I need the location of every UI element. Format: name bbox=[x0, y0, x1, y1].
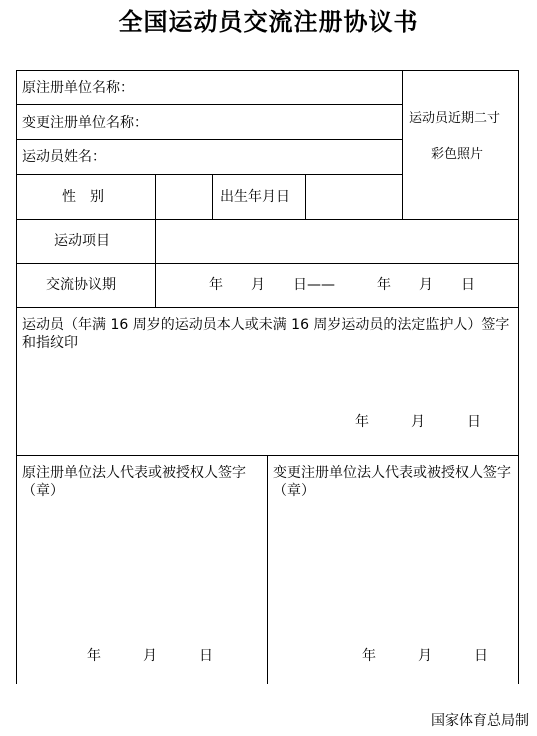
photo-label-line2: 彩色照片 bbox=[431, 147, 484, 162]
row-divider bbox=[16, 219, 519, 220]
original-unit-label: 原注册单位名称： bbox=[22, 80, 134, 96]
document-title: 全国运动员交流注册协议书 bbox=[118, 7, 419, 36]
row-divider bbox=[16, 263, 519, 264]
new-unit-label: 变更注册单位名称： bbox=[22, 115, 148, 131]
signature-divider bbox=[267, 455, 268, 684]
border-right bbox=[518, 70, 519, 684]
new-representative-label: 变更注册单位法人代表或被授权人签字（章） bbox=[273, 465, 511, 499]
athlete-name-label: 运动员姓名： bbox=[22, 149, 106, 165]
border-left bbox=[16, 70, 17, 684]
photo-divider bbox=[402, 70, 403, 219]
border-top bbox=[16, 70, 519, 71]
row-divider bbox=[16, 174, 402, 175]
col-divider bbox=[155, 174, 156, 307]
athlete-signature-date: 年 月 日 bbox=[355, 414, 481, 430]
issuer-footer: 国家体育总局制 bbox=[431, 713, 529, 729]
original-representative-label: 原注册单位法人代表或被授权人签字（章） bbox=[22, 465, 246, 499]
period-label: 交流协议期 bbox=[46, 277, 116, 293]
row-divider bbox=[16, 139, 402, 140]
gender-label: 性 别 bbox=[62, 189, 104, 205]
photo-label-line1: 运动员近期二寸 bbox=[409, 111, 501, 126]
col-divider bbox=[305, 174, 306, 219]
col-divider bbox=[212, 174, 213, 219]
athlete-signature-label: 运动员（年满 16 周岁的运动员本人或未满 16 周岁运动员的法定监护人）签字和指纹印 bbox=[22, 317, 510, 351]
period-date-range: 年 月 日—— 年 月 日 bbox=[209, 277, 475, 293]
new-representative-date: 年 月 日 bbox=[362, 648, 488, 664]
birthdate-label: 出生年月日 bbox=[220, 189, 290, 205]
sport-label: 运动项目 bbox=[54, 233, 110, 249]
row-divider bbox=[16, 104, 402, 105]
original-representative-date: 年 月 日 bbox=[87, 648, 213, 664]
row-divider bbox=[16, 307, 519, 308]
